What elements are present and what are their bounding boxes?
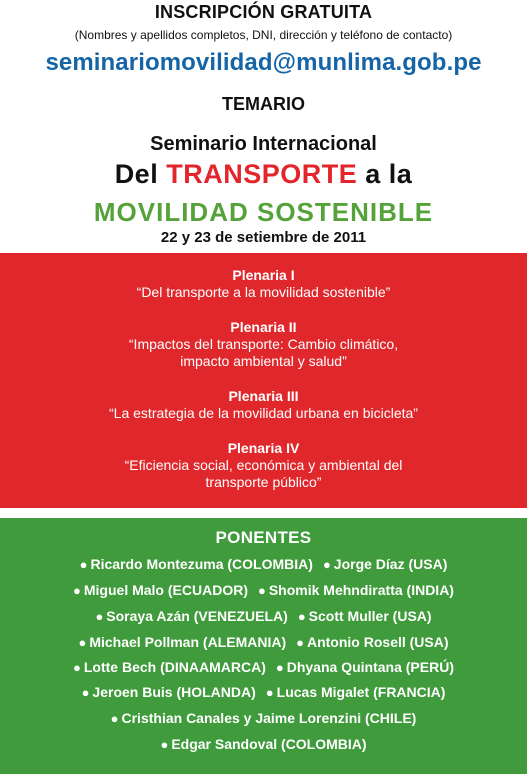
speaker-name: Scott Muller (USA): [308, 608, 432, 624]
bullet-icon: ●: [79, 557, 88, 572]
speaker-name: Cristhian Canales y Jaime Lorenzini (CHILE): [121, 710, 417, 726]
bullet-icon: ●: [265, 685, 274, 700]
plenaria-desc: “Del transporte a la movilidad sostenible”: [136, 284, 391, 300]
plenaria-title: Plenaria II: [230, 319, 297, 335]
speaker-name: Lotte Bech (DINAAMARCA): [83, 659, 266, 675]
plenaria-desc: “Eficiencia social, económica y ambiental del: [124, 457, 403, 473]
ponentes-row: [0, 710, 527, 726]
headline-del: Del: [114, 159, 159, 189]
ponentes-row: [0, 634, 527, 650]
ponentes-row: [0, 684, 527, 700]
bullet-icon: ●: [160, 737, 169, 752]
bullet-icon: ●: [95, 609, 104, 624]
ponentes-row: [0, 608, 527, 624]
bullet-icon: ●: [110, 711, 119, 726]
bullet-icon: ●: [73, 583, 81, 598]
ponentes-title: PONENTES: [215, 528, 312, 547]
speaker-name: Dhyana Quintana (PERÚ): [286, 659, 454, 675]
speaker-name: Jorge Díaz (USA): [333, 556, 448, 572]
seminar-title: Seminario Internacional: [150, 133, 377, 155]
ponentes-row: [0, 556, 527, 572]
plenarias-panel: [0, 253, 527, 508]
ponentes-panel: [0, 518, 527, 774]
ponentes-row: [0, 736, 527, 752]
ponentes-row: [0, 659, 527, 675]
bullet-icon: ●: [322, 557, 331, 572]
bullet-icon: ●: [81, 685, 90, 700]
seminar-date: 22 y 23 de setiembre de 2011: [160, 229, 367, 246]
plenaria-title: Plenaria I: [232, 267, 295, 283]
speaker-name: Lucas Migalet (FRANCIA): [276, 684, 446, 700]
plenaria-desc: transporte público”: [205, 474, 322, 490]
speaker-name: Soraya Azán (VENEZUELA): [106, 608, 288, 624]
contact-email[interactable]: seminariomovilidad@munlima.gob.pe: [45, 49, 482, 76]
plenaria-2: [0, 318, 527, 370]
plenaria-3: [0, 387, 527, 422]
seminar-headline: [0, 159, 527, 190]
speaker-name: Ricardo Montezuma (COLOMBIA): [90, 556, 313, 572]
speaker-name: Jeroen Buis (HOLANDA): [92, 684, 256, 700]
registration-title: INSCRIPCIÓN GRATUITA: [154, 2, 373, 22]
ponentes-row: [0, 582, 527, 598]
speaker-name: Michael Pollman (ALEMANIA): [89, 634, 287, 650]
speaker-name: Edgar Sandoval (COLOMBIA): [171, 736, 367, 752]
bullet-icon: ●: [297, 609, 306, 624]
speaker-name: Miguel Malo (ECUADOR): [83, 582, 248, 598]
headline-transporte: TRANSPORTE: [166, 159, 358, 189]
bullet-icon: ●: [296, 635, 304, 650]
plenaria-title: Plenaria IV: [227, 440, 300, 456]
plenaria-desc: impacto ambiental y salud”: [180, 353, 347, 369]
speaker-name: Antonio Rosell (USA): [306, 634, 449, 650]
temario-heading: TEMARIO: [222, 94, 305, 114]
registration-subtitle: (Nombres y apellidos completos, DNI, dirección y teléfono de contacto): [74, 28, 453, 42]
plenaria-1: [0, 266, 527, 301]
seminar-movilidad: MOVILIDAD SOSTENIBLE: [93, 197, 434, 227]
bullet-icon: ●: [275, 660, 284, 675]
plenaria-desc: “La estrategia de la movilidad urbana en bicicleta”: [109, 405, 418, 421]
bullet-icon: ●: [257, 583, 266, 598]
plenaria-title: Plenaria III: [228, 388, 299, 404]
bullet-icon: ●: [73, 660, 81, 675]
bullet-icon: ●: [78, 635, 87, 650]
plenaria-desc: “Impactos del transporte: Cambio climático,: [128, 336, 399, 352]
plenaria-4: [0, 439, 527, 491]
speaker-name: Shomik Mehndiratta (INDIA): [268, 582, 454, 598]
headline-a-la: a la: [365, 159, 413, 189]
